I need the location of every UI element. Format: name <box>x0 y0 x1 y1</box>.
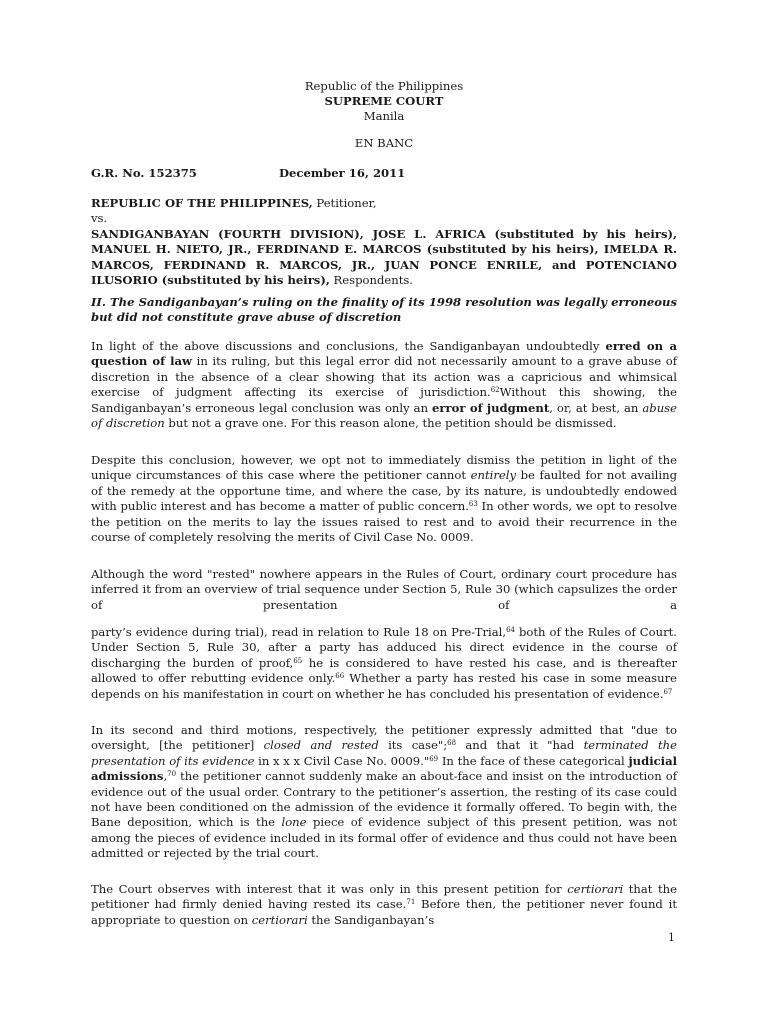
respondents-names: SANDIGANBAYAN (FOURTH DIVISION), JOSE L. AFRICA (substituted by his heirs), MANUEL H. NIETO, JR., FERDINAND E. MARCOS (substituted by his heirs), IMELDA R. MARCOS, FERDINAND R. MARCOS, JR., JUAN PONCE ENRILE, and POTENCIANO ILUSORIO (substituted by his heirs), <box>91 226 677 288</box>
footnote-ref: 64 <box>506 626 515 634</box>
text: he is considered to have rested his case, and is thereafter allowed to offer rebutting evidence only. <box>91 655 677 686</box>
text: In the face of these categorical <box>438 753 629 768</box>
text: in x x x Civil Case No. 0009." <box>254 753 430 768</box>
petitioner-line <box>91 196 677 211</box>
text: In light of the above discussions and conclusions, the Sandiganbayan undoubtedly <box>91 339 606 353</box>
footnote-ref: 69 <box>429 754 439 763</box>
footnote-ref: 65 <box>293 656 303 665</box>
respondents-line <box>91 227 677 289</box>
bold-phrase: error of judgment <box>432 400 550 415</box>
italic-phrase: terminated the presentation of its evidence <box>91 738 677 768</box>
paragraph-3 <box>91 567 677 613</box>
footnote-ref: 67 <box>663 687 673 696</box>
text: in its ruling, but this legal error did not necessarily amount to a grave abuse of discretion in the absence of a clear showing that its action was a capricious and whimsical exercise of judgment affecting its exercise of jurisdiction. <box>91 354 677 400</box>
versus: vs. <box>91 211 108 226</box>
bold-phrase: erred on a question of law <box>91 339 677 369</box>
header-city: Manila <box>363 109 405 123</box>
bold-phrase: judicial admissions <box>91 753 677 784</box>
text: that the petitioner had firmly denied having rested its case. <box>91 882 677 912</box>
petitioner-role: Petitioner, <box>312 196 377 210</box>
footnote-ref: 70 <box>167 770 177 779</box>
text: be faulted for not availing of the remedy at the opportune time, and where the case, by its nature, is undoubtedly endowed with public interest and has become a matter of public concern. <box>91 468 677 514</box>
text: The Court observes with interest that it was only in this present petition for <box>91 882 568 896</box>
italic-phrase: certiorari <box>251 912 308 927</box>
italic-phrase: certiorari <box>567 882 624 896</box>
footnote-ref: 71 <box>406 898 416 907</box>
text: both of the Rules of Court. Under Section 5, Rule 30, after a party has adduced his direct evidence in the course of discharging the burden of proof, <box>91 625 677 670</box>
paragraph-6 <box>91 882 677 928</box>
footnote-ref: 63 <box>468 500 478 509</box>
page-number: 1 <box>668 931 675 944</box>
respondents-role: Respondents. <box>329 273 413 288</box>
petitioner-name: REPUBLIC OF THE PHILIPPINES, <box>91 196 313 210</box>
header-court: SUPREME COURT <box>324 94 444 108</box>
text: the petitioner cannot suddenly make an about-face and insist on the introduction of evidence out of the usual order. Contrary to the petitioner’s assertion, the resting of its case could not have been conditioned on the admission of the evidence it formally offered. To begin with, the Bane deposition, which is the <box>91 769 677 830</box>
italic-phrase: closed and rested <box>263 738 379 753</box>
text: piece of evidence subject of this present petition, was not among the pieces of evidence included in its formal offer of evidence and thus could not have been admitted or rejected by the trial court. <box>91 815 678 861</box>
text: Without this showing, the Sandiganbayan’s erroneous legal conclusion was only an <box>91 385 677 415</box>
case-number: G.R. No. 152375 <box>91 166 197 180</box>
footnote-ref: 62 <box>490 386 500 395</box>
text: Although the word "rested" nowhere appears in the Rules of Court, ordinary court procedure has inferred it from an overview of trial sequence under Section 5, Rule 30 (which capsulizes the order of presentation of a <box>91 567 677 612</box>
text: its case"; <box>378 738 448 753</box>
text: but not a grave one. For this reason alone, the petition should be dismissed. <box>164 416 617 431</box>
paragraph-1 <box>91 339 677 431</box>
header-republic: Republic of the Philippines <box>304 79 464 93</box>
text: and that it "had <box>456 738 584 753</box>
text: , or, at best, an <box>549 400 643 415</box>
text: , <box>163 769 168 784</box>
section-heading: II. The Sandiganbayan’s ruling on the finality of its 1998 resolution was legally erroneous but did not constitute grave abuse of discretion <box>91 295 677 325</box>
text: Despite this conclusion, however, we opt not to immediately dismiss the petition in light of the unique circumstances of this case where the petitioner cannot <box>91 453 677 483</box>
text: Whether a party has rested his case in some measure depends on his manifestation in court on whether he has concluded his presentation of evidence. <box>91 671 677 701</box>
paragraph-4 <box>91 625 677 702</box>
paragraph-5 <box>91 723 677 862</box>
case-parties <box>91 196 677 288</box>
header-division: EN BANC <box>354 136 414 150</box>
italic-phrase: abuse of discretion <box>91 400 677 431</box>
text: In other words, we opt to resolve the petition on the merits to lay the issues raised to rest and to avoid their recurrence in the course of completely resolving the merits of Civil Case No. 0009. <box>91 499 677 545</box>
italic-phrase: lone <box>281 815 307 830</box>
text: In its second and third motions, respectively, the petitioner expressly admitted that "due to oversight, [the petitioner] <box>91 723 677 753</box>
paragraph-2 <box>91 453 677 545</box>
text: party’s evidence during trial), read in relation to Rule 18 on Pre-Trial, <box>91 625 507 639</box>
footnote-ref: 66 <box>335 672 345 681</box>
case-date: December 16, 2011 <box>279 166 406 180</box>
italic-phrase: entirely <box>470 468 517 483</box>
footnote-ref: 68 <box>447 739 457 748</box>
text: Before then, the petitioner never found it appropriate to question on <box>91 897 677 927</box>
text: the Sandiganbayan’s <box>307 912 435 927</box>
